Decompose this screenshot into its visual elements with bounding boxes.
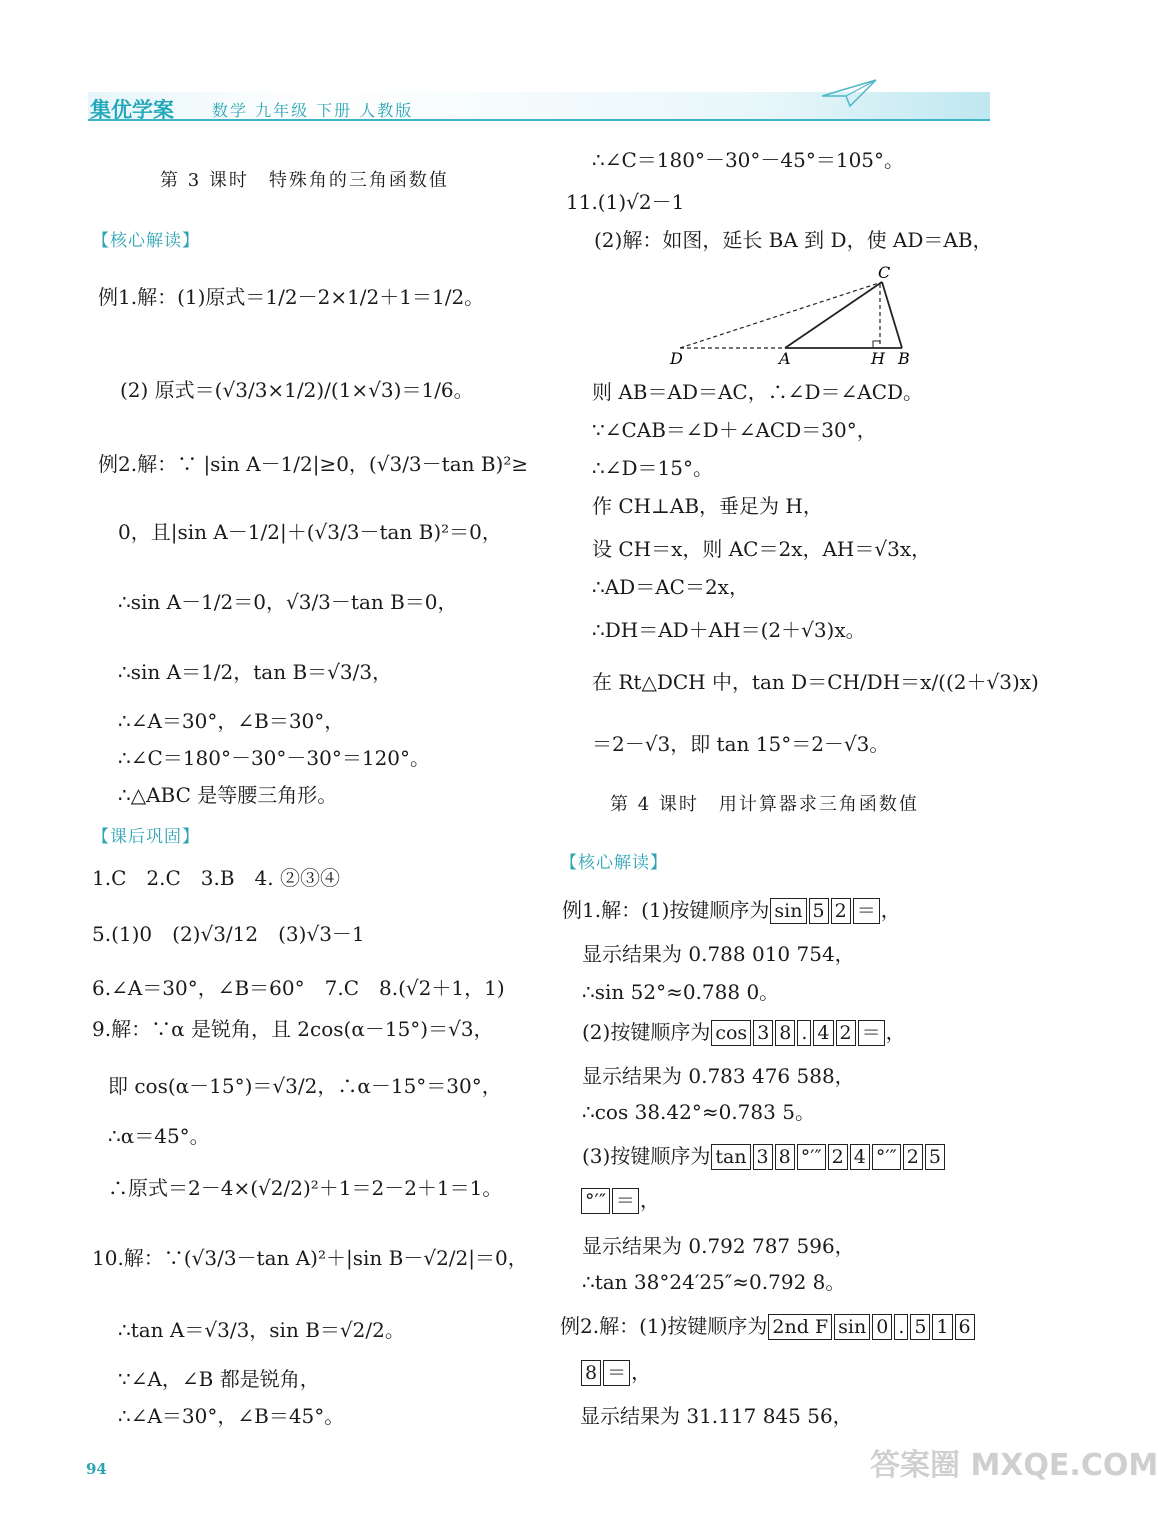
question-11-line-10: 在 Rt△DCH 中，tan D＝CH/DH＝x/((2＋√3)x) [592,670,1039,694]
question-11-line-3: 则 AB＝AD＝AC，∴∠D＝∠ACD。 [592,380,924,404]
question-11-line-6: 作 CH⊥AB，垂足为 H， [592,494,823,518]
section-core-reading: 【核心解读】 [92,231,200,251]
question-10-line-4: ∴∠A＝30°，∠B＝45°。 [118,1404,345,1428]
example-2-line-3: ∴sin A－1/2＝0，√3/3－tan B＝0， [118,590,458,614]
label-c: C [878,263,891,282]
answers-1-4: 1.C 2.C 3.B 4. ②③④ [92,866,340,890]
key-4c: 4 [850,1144,870,1170]
book-subtitle: 数学 九年级 下册 人教版 [212,101,414,120]
key-dms-3: °′″ [581,1188,610,1214]
key-2d: 2 [903,1144,923,1170]
key-2: 2 [831,898,851,924]
calc-example-1-part-1: 例1.解：(1)按键顺序为 sin 5 2 ＝ ， [562,898,901,922]
key-5: 5 [809,898,829,924]
lesson-4-title: 第 4 课时 用计算器求三角函数值 [610,794,919,815]
key-2c: 2 [828,1144,848,1170]
question-9-line-2: 即 cos(α－15°)＝√3/2，∴α－15°＝30°， [108,1074,502,1098]
calc-example-1-prefix: 例1.解：(1)按键顺序为 [562,898,770,922]
label-a: A [779,349,791,368]
key-dms: °′″ [797,1144,826,1170]
key-sin: sin [770,898,806,924]
calc-part-3-prefix: (3)按键顺序为 [582,1144,711,1168]
label-d: D [670,349,683,368]
calc-result-4: 显示结果为 31.117 845 56， [580,1404,853,1428]
calc-result-1: 显示结果为 0.788 010 754， [582,942,855,966]
key-2ndf: 2nd F [768,1314,832,1340]
calc-result-3: 显示结果为 0.792 787 596， [582,1234,855,1258]
key-equals-3: ＝ [612,1188,639,1214]
key-2b: 2 [836,1020,856,1046]
example-2-line-1: 例2.解：∵ |sin A－1/2|≥0，(√3/3－tan B)²≥ [98,452,529,476]
key-1: 1 [932,1314,952,1340]
question-11-line-8: ∴AD＝AC＝2x， [592,575,749,599]
question-11-line-11: ＝2－√3，即 tan 15°＝2－√3。 [592,732,890,756]
question-9-line-3: ∴α＝45°。 [108,1124,210,1148]
segment-ac [785,282,882,348]
paper-plane-icon [820,76,880,110]
key-equals-4: ＝ [603,1360,630,1386]
key-equals-2: ＝ [858,1020,885,1046]
example-2-line-2: 0，且|sin A－1/2|＋(√3/3－tan B)²＝0， [118,520,502,544]
brand-logo: 集优学案 [90,98,174,122]
key-3: 3 [753,1020,773,1046]
example-2-line-7: ∴△ABC 是等腰三角形。 [118,783,338,807]
section-core-reading-2: 【核心解读】 [560,853,668,873]
question-11-line-4: ∵∠CAB＝∠D＋∠ACD＝30°， [592,418,877,442]
example-1-line-1: 例1.解：(1)原式＝1/2－2×1/2＋1＝1/2。 [98,285,485,309]
calc-example-1-part-3-cont: °′″ ＝ ， [580,1188,660,1214]
calc-part-2-prefix: (2)按键顺序为 [582,1020,711,1044]
question-10-line-3: ∵∠A，∠B 都是锐角， [118,1367,320,1391]
key-3c: 3 [753,1144,773,1170]
example-1-line-2: (2) 原式＝(√3/3×1/2)/(1×√3)＝1/6。 [120,378,474,402]
key-8d: 8 [581,1360,601,1386]
key-dms-2: °′″ [872,1144,901,1170]
key-5d: 5 [910,1314,930,1340]
segment-dc [680,282,882,348]
calc-conclusion-1: ∴sin 52°≈0.788 0。 [582,980,780,1004]
key-8c: 8 [775,1144,795,1170]
question-10-line-1: 10.解：∵(√3/3－tan A)²＋|sin B－√2/2|＝0， [92,1246,528,1270]
calc-example-1-part-2: (2)按键顺序为 cos 3 8 . 4 2 ＝ ， [582,1020,906,1044]
calc-example-2-part-1-cont: 8 ＝ ， [580,1360,651,1386]
key-sin-2: sin [834,1314,870,1340]
triangle-diagram [660,262,920,372]
key-4: 4 [813,1020,833,1046]
question-11-part-1: 11.(1)√2－1 [566,190,685,214]
key-6: 6 [955,1314,975,1340]
example-2-line-4: ∴sin A＝1/2，tan B＝√3/3， [118,660,393,684]
calc-result-2: 显示结果为 0.783 476 588， [582,1064,855,1088]
key-equals: ＝ [853,898,880,924]
question-10-line-2: ∴tan A＝√3/3，sin B＝√2/2。 [118,1318,405,1342]
segment-cb [882,282,902,348]
key-dot: . [797,1020,811,1046]
example-2-line-5: ∴∠A＝30°，∠B＝30°， [118,709,345,733]
key-0: 0 [872,1314,892,1340]
example-2-line-6: ∴∠C＝180°－30°－30°＝120°。 [118,746,431,770]
key-5c: 5 [925,1144,945,1170]
section-after-class: 【课后巩固】 [92,827,200,847]
question-9-line-4: ∴原式＝2－4×(√2/2)²＋1＝2－2＋1＝1。 [108,1176,503,1200]
watermark: 答案圈 MXQE.COM [870,1448,1158,1483]
calc-conclusion-3: ∴tan 38°24′25″≈0.792 8。 [582,1270,846,1294]
calc-conclusion-2: ∴cos 38.42°≈0.783 5。 [582,1100,815,1124]
label-b: B [898,349,910,368]
right-line-1: ∴∠C＝180°－30°－45°＝105°。 [592,148,905,172]
answers-6-8: 6.∠A＝30°，∠B＝60° 7.C 8.(√2＋1，1) [92,976,505,1000]
calc-example-2-part-1 [560,1314,976,1340]
question-9-line-1: 9.解：∵α 是锐角，且 2cos(α－15°)＝√3， [92,1017,494,1041]
answers-5: 5.(1)0 (2)√3/12 (3)√3－1 [92,922,365,946]
key-8: 8 [775,1020,795,1046]
right-angle-mark [873,341,880,348]
key-tan: tan [711,1144,750,1170]
key-dot-2: . [894,1314,908,1340]
calc-example-1-part-3 [582,1144,946,1170]
page-number: 94 [86,1460,107,1478]
question-11-line-7: 设 CH＝x，则 AC＝2x，AH＝√3x， [592,537,932,561]
calc-example-2-prefix: 例2.解：(1)按键顺序为 [560,1314,768,1338]
question-11-part-2: (2)解：如图，延长 BA 到 D，使 AD＝AB， [594,228,993,252]
label-h: H [871,349,885,368]
question-11-line-5: ∴∠D＝15°。 [592,456,713,480]
question-11-line-9: ∴DH＝AD＋AH＝(2＋√3)x。 [592,618,866,642]
key-cos: cos [711,1020,751,1046]
lesson-3-title: 第 3 课时 特殊角的三角函数值 [160,170,449,191]
